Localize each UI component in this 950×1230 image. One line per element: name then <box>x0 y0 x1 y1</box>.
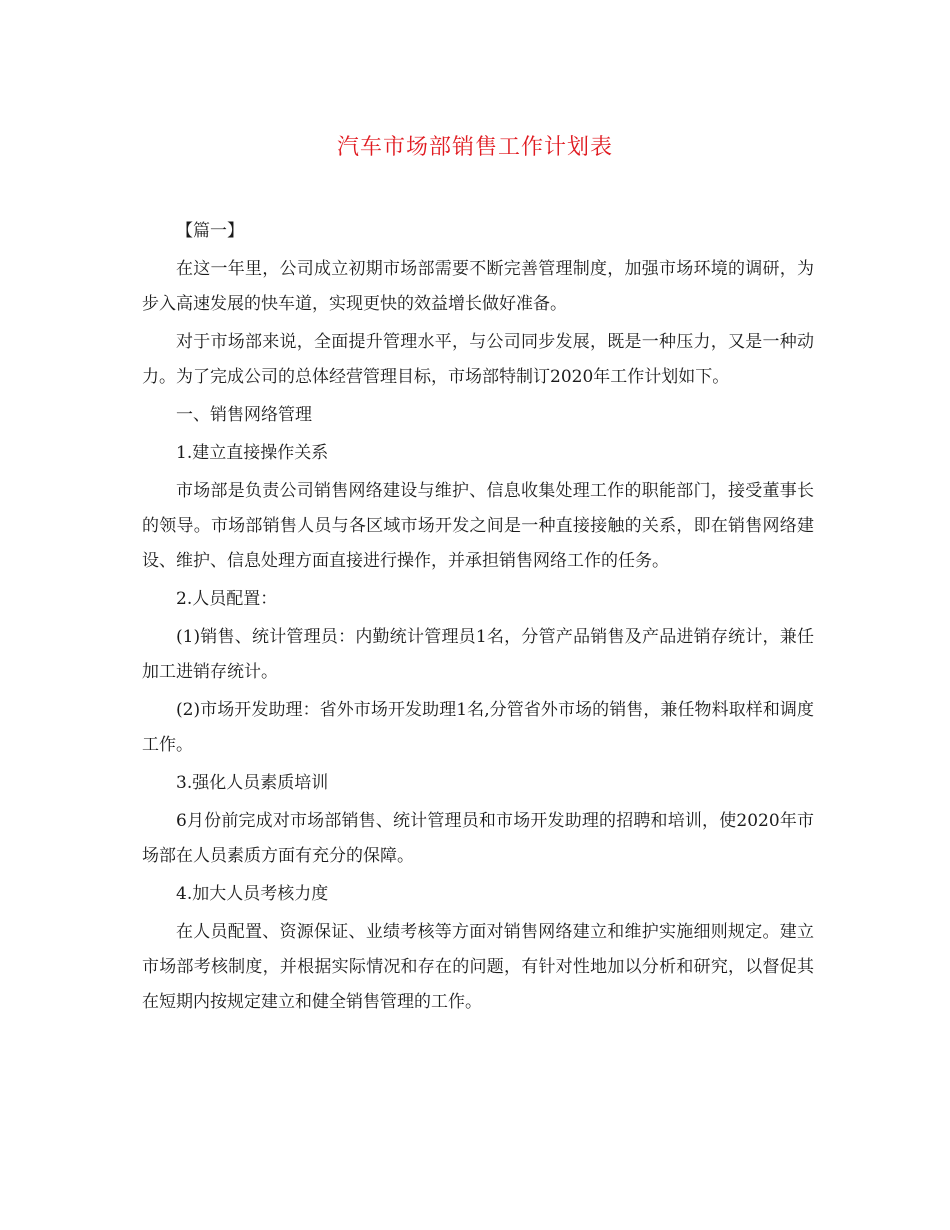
list-item: (2)市场开发助理：省外市场开发助理1名,分管省外市场的销售，兼任物料取样和调度工作。 <box>142 700 814 755</box>
paragraph: 在人员配置、资源保证、业绩考核等方面对销售网络建立和维护实施细则规定。建立市场部考核制度，并根据实际情况和存在的问题，有针对性地加以分析和研究，以督促其在短期内按规定建立和健全销售管理的工作。 <box>142 922 814 1012</box>
section-heading: 一、销售网络管理 <box>176 405 312 425</box>
subsection-heading: 1.建立直接操作关系 <box>176 443 329 463</box>
paragraph: 在这一年里，公司成立初期市场部需要不断完善管理制度，加强市场环境的调研，为步入高速发展的快车道，实现更快的效益增长做好准备。 <box>142 259 814 314</box>
subsection-heading: 3.强化人员素质培训 <box>176 773 329 793</box>
paragraph: 6月份前完成对市场部销售、统计管理员和市场开发助理的招聘和培训，使2020年市场部在人员素质方面有充分的保障。 <box>142 811 814 866</box>
paragraph: 对于市场部来说，全面提升管理水平，与公司同步发展，既是一种压力，又是一种动力。为了完成公司的总体经营管理目标，市场部特制订2020年工作计划如下。 <box>142 332 814 387</box>
subsection-heading: 4.加大人员考核力度 <box>176 884 329 904</box>
subsection-heading: 2.人员配置： <box>176 589 278 609</box>
document-title: 汽车市场部销售工作计划表 <box>336 135 613 160</box>
document-body <box>142 214 814 1023</box>
paragraph: 市场部是负责公司销售网络建设与维护、信息收集处理工作的职能部门，接受董事长的领导。市场部销售人员与各区域市场开发之间是一种直接接触的关系，即在销售网络建设、维护、信息处理方面直接进行操作，并承担销售网络工作的任务。 <box>142 481 814 571</box>
list-item: (1)销售、统计管理员：内勤统计管理员1名，分管产品销售及产品进销存统计，兼任加工进销存统计。 <box>142 627 814 682</box>
section-marker: 【篇一】 <box>176 221 244 241</box>
